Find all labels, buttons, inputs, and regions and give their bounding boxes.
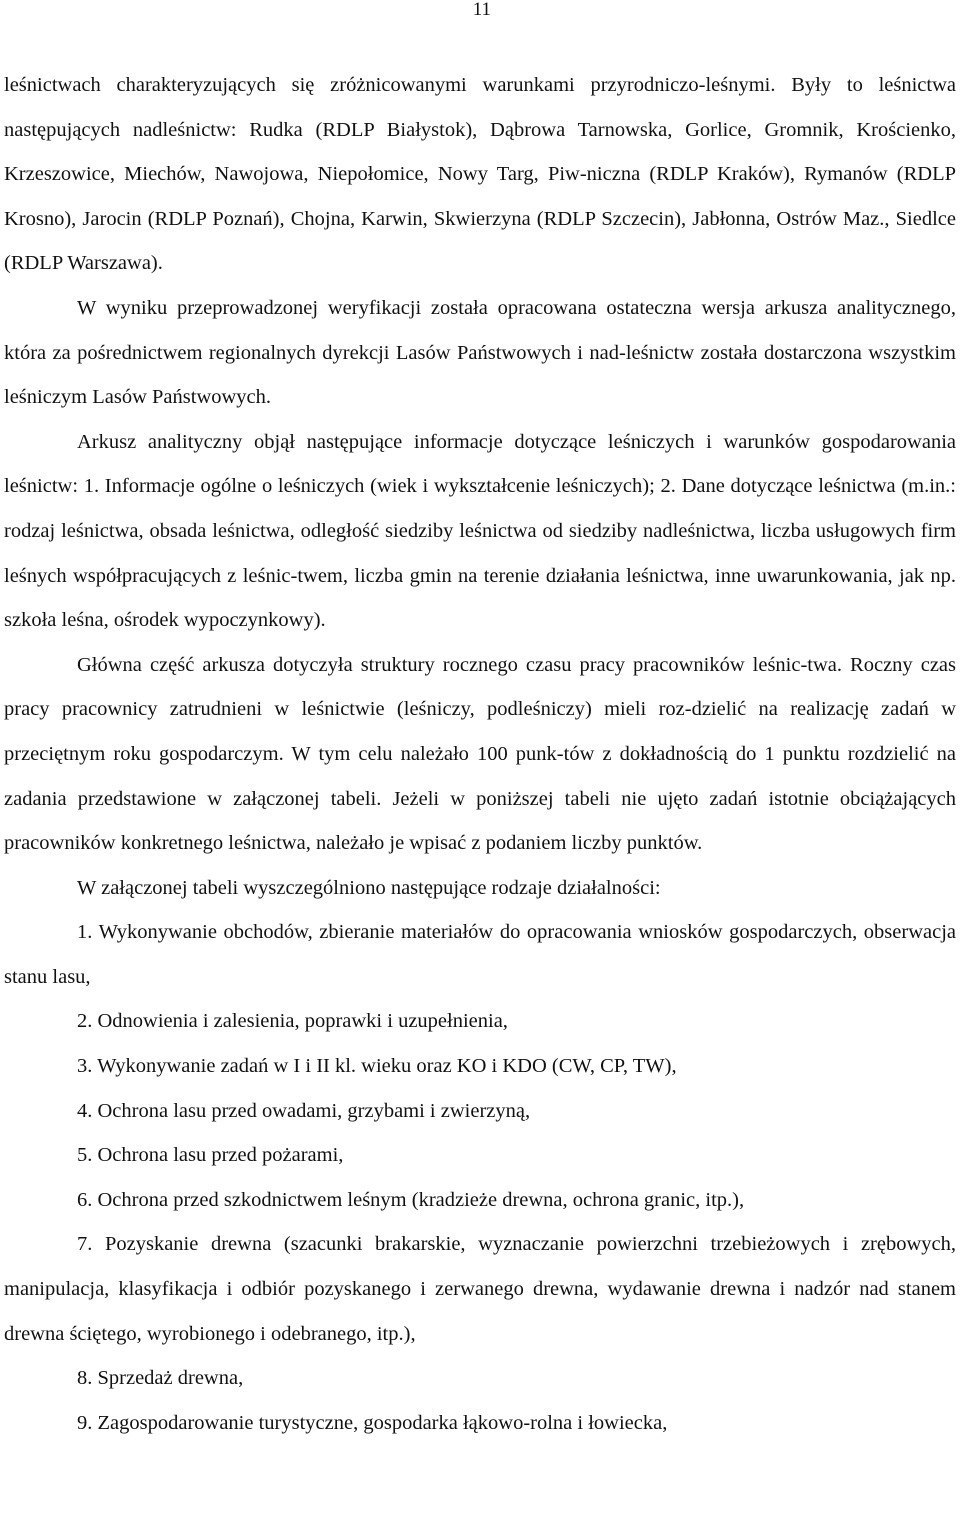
document-body [4,63,956,1445]
activity-item: 8. Sprzedaż drewna, [77,1367,244,1390]
activity-item: 5. Ochrona lasu przed pożarami, [77,1144,344,1167]
paragraph-analytical-sheet: Arkusz analityczny objął następujące informacje dotyczące leśniczych i warunków gospodarowania leśnictw: 1. Informacje ogólne o leśniczych (wiek i wykształcenie leśniczych); 2. Dane dotyczące leśnictwa (m.in.: rodzaj leśnictwa, obsada leśnictwa, odległość siedziby leśnictwa od siedziby nadleśnictwa, liczba usługowych firm leśnych współpracujących z leśnic-twem, liczba gmin na terenie działania leśnictwa, inne uwarunkowania, jak np. szkoła leśna, ośrodek wypoczynkowy). [4,430,956,632]
activity-item: 2. Odnowienia i zalesienia, poprawki i uzupełnienia, [77,1010,508,1033]
paragraph-work-time: Główna część arkusza dotyczyła struktury rocznego czasu pracy pracowników leśnic-twa. Roczny czas pracy pracownicy zatrudnieni w leśnictwie (leśniczy, podleśniczy) mieli roz-dzielić na realizację zadań w przeciętnym roku gospodarczym. W tym celu należało 100 punk-tów z dokładnością do 1 punktu rozdzielić na zadania przedstawione w załączonej tabeli. Jeżeli w poniższej tabeli nie ujęto zadań istotnie obciążających pracowników konkretnego leśnictwa, należało je wpisać z podaniem liczby punktów. [4,653,956,855]
activity-item: 7. Pozyskanie drewna (szacunki brakarskie, wyznaczanie powierzchni trzebieżowych i zrębowych, manipulacja, klasyfikacja i odbiór pozyskanego i zerwanego drewna, wydawanie drewna i nadzór nad stanem drewna ściętego, wyrobionego i odebranego, itp.), [4,1233,956,1345]
paragraph-verification: W wyniku przeprowadzonej weryfikacji została opracowana ostateczna wersja arkusza analitycznego, która za pośrednictwem regionalnych dyrekcji Lasów Państwowych i nad-leśnictw została dostarczona wszystkim leśniczym Lasów Państwowych. [4,296,956,409]
activity-item: 6. Ochrona przed szkodnictwem leśnym (kradzieże drewna, ochrona granic, itp.), [77,1188,745,1211]
activity-item: 9. Zagospodarowanie turystyczne, gospodarka łąkowo-rolna i łowiecka, [77,1411,668,1434]
paragraph-activities-intro: W załączonej tabeli wyszczególniono następujące rodzaje działalności: [77,876,661,899]
activity-item: 1. Wykonywanie obchodów, zbieranie materiałów do opracowania wniosków gospodarczych, obserwacja stanu lasu, [4,921,956,988]
activity-item: 4. Ochrona lasu przed owadami, grzybami i zwierzyną, [77,1099,531,1122]
paragraph-forestries-list: leśnictwach charakteryzujących się zróżnicowanymi warunkami przyrodniczo-leśnymi. Były to leśnictwa następujących nadleśnictw: Rudka (RDLP Białystok), Dąbrowa Tarnowska, Gorlice, Gromnik, Krościenko, Krzeszowice, Miechów, Nawojowa, Niepołomice, Nowy Targ, Piw-niczna (RDLP Kraków), Rymanów (RDLP Krosno), Jarocin (RDLP Poznań), Chojna, Karwin, Skwierzyna (RDLP Szczecin), Jabłonna, Ostrów Maz., Siedlce (RDLP Warszawa). [4,74,956,275]
page-number: 11 [472,0,491,20]
activity-item: 3. Wykonywanie zadań w I i II kl. wieku oraz KO i KDO (CW, CP, TW), [77,1055,677,1078]
